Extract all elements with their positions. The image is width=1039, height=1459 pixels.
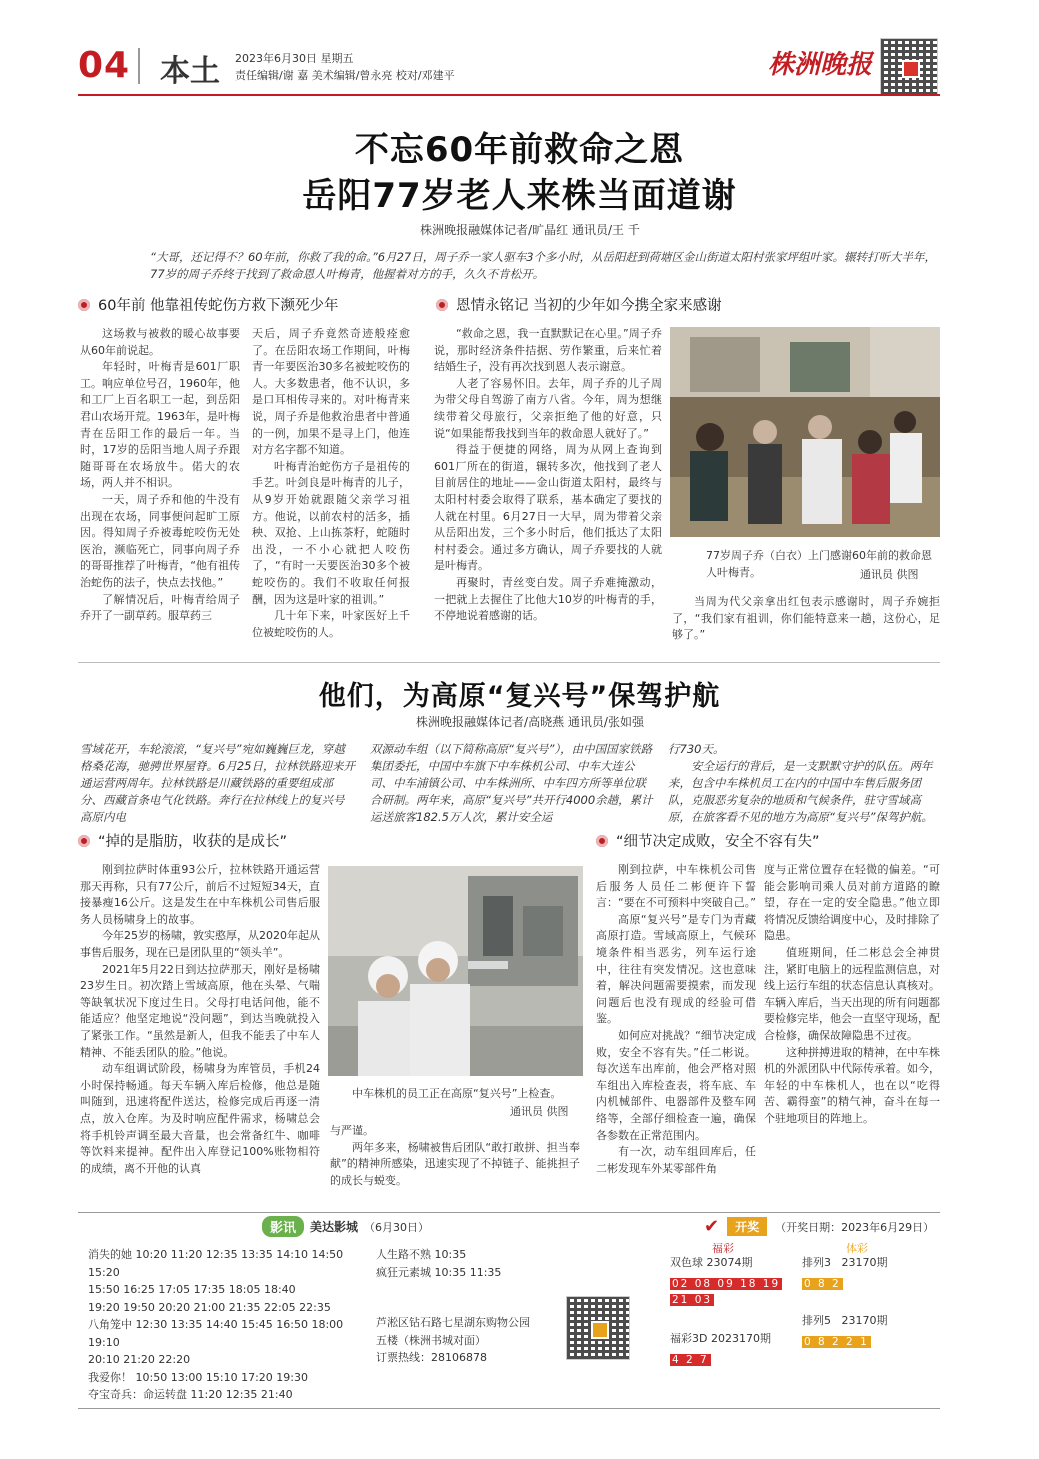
film-row: 人生路不熟 10:35	[376, 1248, 467, 1261]
photo-credit-2: 通讯员 供图	[510, 1105, 569, 1118]
subheading-4: “细节决定成败，安全不容有失”	[596, 830, 820, 851]
bullet-icon	[436, 299, 448, 311]
cinema-address: 芦淞区钻石路七星湖东购物公园 五楼（株洲书城对面） 订票热线：28106878	[376, 1316, 530, 1364]
paragraph: 年轻时，叶梅青是601厂职工。响应单位号召，1960年，他和工厂上百名职工一起，到岳阳君山农场开荒。1963年，是叶梅青在岳阳工作的最后一年。当时，17岁的岳阳当地人周子乔跟随哥哥在农场放牛。偌大的农场，两人并不相识。	[80, 360, 240, 490]
section-divider	[78, 662, 940, 663]
paragraph: 一天，周子乔和他的牛没有出现在农场，同事便问起旷工原因。得知周子乔被毒蛇咬伤无处医治，濒临死亡，同事向周子乔的哥哥推荐了叶梅青，“他有祖传治蛇伤的法子，快点去找他。”	[80, 492, 240, 589]
paragraph: 如何应对挑战？“细节决定成败，安全不容有失。”任二彬说。每次送车出库前，他会严格对照车组出入库检查表，将车底、车内机械部件、电器部件及整车网络等，全部仔细检查一遍，确保各参数在正常范围内。	[596, 1028, 756, 1142]
paragraph: 人老了容易怀旧。去年，周子乔的儿子周为带父母自驾游了南方八省。今年，周为想继续带着父母旅行，父亲拒绝了他的好意，只说“如果能帮我找到当年的救命恩人就好了。”	[434, 376, 662, 440]
lead-column-1: 雪域花开，车轮滚滚，“复兴号”宛如巍巍巨龙，穿越格桑花海，驰骋世界屋脊。6月25日，拉林铁路迎来开通运营两周年。拉林铁路是川藏铁路的重要组成部分、西藏首条电气化铁路。奔行在拉林线上的复兴号高原内电	[80, 742, 355, 824]
cinema-name: 美达影城	[310, 1220, 359, 1234]
ssq-numbers-2: 21 03	[672, 1294, 713, 1306]
fc3d-numbers: 4 2 7	[672, 1354, 709, 1366]
photo-village-visit	[670, 327, 940, 537]
paragraph: 两年多来，杨啸被售后团队“敢打敢拼、担当奉献”的精神所感染，迅速实现了不掉链子、能挑担子的成长与蜕变。	[330, 1140, 580, 1187]
paragraph: 几十年下来，叶家医好上千位被蛇咬伤的人。	[252, 609, 410, 639]
bullet-icon	[78, 835, 90, 847]
paragraph: 今年25岁的杨啸，敦实憨厚，从2020年起从事售后服务，现在已是团队里的“领头羊”。	[80, 929, 320, 959]
film-row: 夺宝奇兵：命运转盘 11:20 12:35 21:40	[88, 1388, 293, 1401]
paragraph: 刚到拉萨时体重93公斤，拉林铁路开通运营那天再称，只有77公斤，前后不过短短34天，直接暴瘦16公斤。这是发生在中车株机公司售后服务人员杨啸身上的故事。	[80, 863, 320, 926]
photo-caption-2: 中车株机的员工正在高原“复兴号”上检查。	[352, 1087, 562, 1100]
article1-column-3	[434, 326, 662, 625]
pl3-row: 排列3 23170期	[802, 1256, 888, 1269]
paragraph: 了解情况后，叶梅青给周子乔开了一副草药。服草药三	[80, 592, 240, 623]
paragraph: 动车组调试阶段，杨啸身为库管员，手机24小时保持畅通。每天车辆入库后检修，他总是随叫随到，迅速将配件送达，检修完成后再逐一清点，放入仓库。为及时响应配件需求，杨啸总会将手机铃声调至最大音量，也会常备红牛、咖啡等饮料来提神。配件出入库登记100%账物相符的成绩，离不开他的认真	[80, 1062, 320, 1175]
paragraph: 这种拼搏进取的精神，在中车株机的外派团队中代际传承着。如今，年轻的中车株机人，也在以“吃得苦、霸得蛮”的精气神，奋斗在每一个驻地项目的阵地上。	[764, 1045, 940, 1125]
fc3d-row: 福彩3D 2023170期	[670, 1332, 771, 1345]
paragraph: 有一次，动车组回库后，任二彬发现车外某零部件角	[596, 1145, 756, 1175]
film-listings	[88, 1246, 378, 1404]
pl3-numbers: 0 8 2	[804, 1278, 841, 1290]
masthead-divider	[138, 48, 140, 84]
checkmark-icon: ✔	[704, 1216, 720, 1237]
paragraph: 高原“复兴号”是专门为青藏高原打造。雪域高原上，气候环境条件相当恶劣，列车运行途中，往往有突发情况。这也意味着，解决问题需要摸索，而发现问题后也没有现成的经验可借鉴。	[596, 912, 756, 1026]
paragraph: 得益于便捷的网络，周为从网上查询到601厂所在的街道，辗转多次，他找到了老人目前居住的地址——金山街道太阳村，最终与太阳村村委会取得了联系，基本确定了要找的人就在村里。6月27日一大早，周为带着父亲从岳阳出发，三个多小时后，他们抵达了太阳村村委会。通过多方确认，周子乔要找的人就是叶梅青。	[434, 443, 662, 573]
article2-column-2	[330, 1123, 580, 1189]
paragraph: 这场救与被救的暖心故事要从60年前说起。	[80, 327, 240, 357]
paragraph: 值班期间，任二彬总会全神贯注，紧盯电脑上的远程监测信息，对线上运行车组的状态信息认真核对。车辆入库后，当天出现的所有问题都要检修完毕，他会一直坚守现场，配合检修，确保故障隐患不过夜。	[764, 945, 940, 1042]
welfare-label: 福彩	[712, 1242, 734, 1255]
paragraph: 度与正常位置存在轻微的偏差。“可能会影响司乘人员对前方道路的瞭望，存在一定的安全隐患。”他立即将情况反馈给调度中心，及时排除了隐患。	[764, 863, 940, 943]
film-row: 疯狂元素城 10:35 11:35	[376, 1265, 502, 1279]
headline-article-2: 他们，为高原“复兴号”保驾护航	[318, 681, 721, 712]
paragraph: 刚到拉萨，中车株机公司售后服务人员任二彬便许下誓言：“要在不可预料中突破自己。”	[596, 863, 756, 910]
bottom-rule	[78, 1408, 940, 1409]
article2-column-1	[80, 862, 320, 1177]
paragraph: 再聚时，青丝变白发。周子乔难掩激动，一把就上去握住了比他大10岁的叶梅青的手，不停地说着感谢的话。	[434, 575, 662, 623]
qr-code-icon	[880, 38, 938, 96]
lottery-title: 开奖	[727, 1217, 767, 1236]
photo-credit: 通讯员 供图	[860, 568, 919, 581]
page-number: 04	[78, 45, 131, 86]
film-row: 19:20 19:50 20:20 21:00 21:35 22:05 22:35	[88, 1300, 331, 1314]
article1-column-2	[252, 326, 410, 641]
film-listings-right	[376, 1246, 526, 1281]
cinema-qr-icon	[566, 1296, 630, 1360]
pl5-numbers: 0 8 2 2 1	[804, 1336, 869, 1348]
article2-column-4	[764, 862, 940, 1128]
byline-article-2: 株洲晚报融媒体记者/高晓燕 通讯员/张如强	[416, 715, 644, 729]
byline: 株洲晚报融媒体记者/旷晶红 通讯员/王 千	[420, 223, 640, 237]
editors-line: 责任编辑/谢 嘉 美术编辑/曾永亮 校对/邓建平	[235, 69, 455, 82]
paragraph: “救命之恩，我一直默默记在心里。”周子乔说，那时经济条件拮据、劳作繁重，后来忙着结婚生子，没有再次找到恩人表示谢意。	[434, 327, 662, 374]
photo-train-inspection	[328, 866, 583, 1076]
pl5-row: 排列5 23170期	[802, 1314, 888, 1327]
cinema-badge: 影讯	[262, 1216, 304, 1237]
bullet-icon	[596, 835, 608, 847]
article1-column-1	[80, 326, 240, 625]
lead-column-2: 双源动车组（以下简称高原“复兴号”），由中国国家铁路集团委托，中国中车旗下中车株机公司、中车大连公司、中车浦镇公司、中车株洲所、中车四方所等单位联合研制。两年来，高原“复兴号”共开行4000余趟，累计运送旅客182.5万人次，累计安全运	[370, 742, 653, 824]
lottery-header	[704, 1216, 934, 1237]
section-title: 本土	[160, 54, 220, 89]
film-row: 15:50 16:25 17:05 17:35 18:05 18:40	[88, 1283, 296, 1296]
ssq-numbers: 02 08 09 18 19	[672, 1278, 781, 1290]
cinema-header	[262, 1216, 429, 1237]
subheading-1: 60年前 他靠祖传蛇伤方救下濒死少年	[78, 294, 339, 315]
subheading-3: “掉的是脂肪，收获的是成长”	[78, 830, 287, 851]
film-row: 20:10 21:20 22:20	[88, 1353, 191, 1366]
ssq-row: 双色球 23074期	[670, 1256, 753, 1269]
paragraph: 叶梅青治蛇伤方子是祖传的手艺。叶剑良是叶梅青的儿子，从9岁开始就跟随父亲学习祖方。他说，以前农村的活多，插秧、双抢、上山拣茶籽，蛇随时出没，一不小心就把人咬伤了，“有时一天要医治30多个被蛇咬伤的。我们不收取任何报酬，因为这是叶家的祖训。”	[252, 459, 410, 606]
lead-column-3: 行730天。 安全运行的背后，是一支默默守护的队伍。两年来，包含中车株机员工在内的中国中车售后服务团队，克服恶劣复杂的地质和气候条件，驻守雪域高原，在旅客看不见的地方为高原“复兴号”保驾护航。	[668, 742, 933, 824]
cinema-date: （6月30日）	[364, 1220, 430, 1234]
issue-date: 2023年6月30日 星期五	[235, 52, 354, 65]
lead-paragraph: “大哥，还记得不？60年前，你救了我的命。”6月27日，周子乔一家人驱车3个多小时，从岳阳赶到荷塘区金山街道太阳村张家坪组叶家。辗转打听大半年，77岁的周子乔终于找到了救命恩人叶梅青，他握着对方的手，久久不肯松开。	[150, 250, 937, 281]
bullet-icon	[78, 299, 90, 311]
paragraph: 与严谨。	[330, 1124, 374, 1137]
film-row: 消失的她 10:20 11:20 12:35 13:35 14:10 14:50 15:20	[88, 1248, 344, 1279]
subheading-2: 恩情永铭记 当初的少年如今携全家来感谢	[436, 294, 722, 315]
headline-line-2: 岳阳77岁老人来株当面道谢	[302, 176, 737, 216]
paragraph: 天后，周子乔竟然奇迹般痊愈了。在岳阳农场工作期间，叶梅青一年要医治30多名被蛇咬伤的人。大多数患者，他不认识，多是口耳相传寻来的。对叶梅青来说，周子乔是他救治患者中普通的一例，加果不是寻上门，他连对方名字都不知道。	[252, 327, 410, 457]
masthead-rule	[78, 94, 940, 96]
sports-label: 体彩	[846, 1242, 868, 1255]
headline-line-1: 不忘60年前救命之恩	[354, 130, 685, 170]
article1-column-4	[672, 594, 940, 644]
photo-caption: 77岁周子乔（白衣）上门感谢60年前的救命恩人叶梅青。	[706, 549, 932, 579]
section-divider-2	[78, 1212, 940, 1213]
paragraph: 2021年5月22日到达拉萨那天，刚好是杨啸23岁生日。初次踏上雪域高原，他在头晕、气喘等缺氧状况下度过生日。父母打电话问他，能不能适应？他坚定地说“没问题”，到达当晚就投入了紧张工作。“虽然是新人，但我不能丢了中车人精神、不能丢团队的脸。”他说。	[80, 962, 320, 1059]
paragraph: 当周为代父亲拿出红包表示感谢时，周子乔婉拒了，“我们家有祖训，你们能特意来一趟，这份心，足够了。”	[672, 595, 940, 642]
newspaper-logo: 株洲晚报	[768, 50, 873, 80]
film-row: 我爱你！ 10:50 13:00 15:10 17:20 19:30	[88, 1370, 308, 1384]
article2-column-3	[596, 862, 756, 1177]
lottery-date: （开奖日期：2023年6月29日）	[775, 1220, 935, 1234]
film-row: 八角笼中 12:30 13:35 14:40 15:45 16:50 18:00 19:10	[88, 1318, 344, 1349]
